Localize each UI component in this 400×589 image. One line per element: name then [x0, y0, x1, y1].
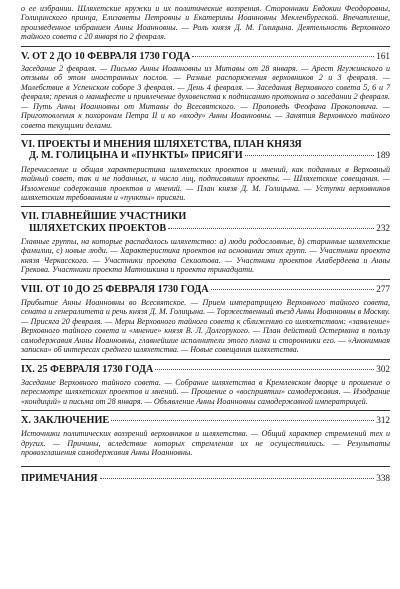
section-heading[interactable] [21, 284, 390, 295]
section-vii [21, 211, 390, 274]
section-heading[interactable] [21, 139, 390, 161]
page-number: 338 [376, 472, 390, 483]
leader-dots [100, 478, 375, 479]
leader-dots [111, 420, 374, 421]
table-of-contents [21, 4, 390, 484]
leader-dots [168, 228, 374, 229]
divider [21, 134, 390, 135]
section-summary: Перечисление и общая характеристика шляхетских проектов и мнений, как поданных в Верховный тайный совет, так и не поданных, и число лиц, подписавших проекты. — Шляхетские совещания. — Изложение содержания проектов и мнений. — План князя Д. М. Голицына. — Уступки верховников шляхетским требованиям и «пункты» присяги. [21, 164, 390, 202]
section-v [21, 51, 390, 130]
section-heading[interactable] [21, 473, 390, 484]
section-title: IX. 25 ФЕВРАЛЯ 1730 ГОДА [21, 363, 154, 375]
divider [21, 206, 390, 207]
page-number: 277 [376, 283, 390, 294]
divider [21, 46, 390, 47]
leader-dots [155, 369, 374, 370]
section-heading[interactable] [21, 211, 390, 233]
section-summary: Источники политических воззрений верховников и шляхетства. — Общий характер стремлений тех и других. — Причины, вследствие которых стремления их не осуществились. — Результаты провозглашения самодержавия Анны Иоанновны. [21, 429, 390, 458]
divider [21, 410, 390, 411]
section-summary: Главные группы, на которые распадалось шляхетство: а) люди родословные, b) старинные шляхетские фамилии, с) новые люди. — Характеристика проектов на основании этих групп. — Участники проекта князя Черкасского. — Участники проекта Секиотова. — Участники проектов Алабердеева и Анны Грекова. Участники проекта Матюшкина и проекта тринадцати. [21, 236, 390, 275]
section-heading[interactable] [21, 364, 390, 375]
leader-dots [211, 289, 375, 290]
section-viii [21, 284, 390, 355]
section-vi [21, 139, 390, 202]
page-number: 312 [376, 415, 390, 426]
page-number: 189 [376, 150, 390, 161]
section-title-line-1: VII. ГЛАВНЕЙШИЕ УЧАСТНИКИ [21, 211, 187, 223]
section-title: Д. М. ГОЛИЦЫНА И «ПУНКТЫ» ПРИСЯГИ [29, 150, 243, 162]
divider [21, 359, 390, 360]
divider [21, 466, 390, 467]
section-title: X. ЗАКЛЮЧЕНИЕ [21, 415, 110, 427]
section-title-line-1: VI. ПРОЕКТЫ И МНЕНИЯ ШЛЯХЕТСТВА, ПЛАН КНЯЗЯ [21, 139, 302, 151]
section-notes [21, 473, 390, 484]
leader-dots [192, 56, 374, 57]
page-number: 302 [376, 363, 390, 374]
section-continuation-summary: о ее избрании. Шляхетские кружки и их политические воззрения. Сторонники Евдокии Феодоровны, Голицинского принца, Елизаветы Петровны и Екатерины Иоанновны Мекленбургской. Впечатление, произведенное избранием Анны Иоанновны. — Роль князя Д. М. Голицына. Деятельность Верховного тайного совета с 20 января по 2 февраля. [21, 4, 390, 42]
leader-dots [245, 155, 375, 156]
section-title: ШЛЯХЕТСКИХ ПРОЕКТОВ [29, 222, 167, 234]
section-title: VIII. ОТ 10 ДО 25 ФЕВРАЛЯ 1730 ГОДА [21, 283, 209, 295]
page-number: 232 [376, 222, 390, 233]
section-summary: Заседание 2 февраля. — Письмо Анны Иоанновны из Митавы от 28 января. — Арест Ягужинского и отзывы об этом иностранных послов. — Разные распоряжения верховников 2 и 3 февраля. — Молебствие в Успенском соборе 3 февраля. — День 4 февраля. — Заседания Верховного совета 5, 6 и 7 февраля; прения о манифесте и привлечение духовенства к подписанию протокола о заседании 2 февраля. — Путь Анны Иоанновны от Митавы до Всесвятского. — Проповедь Феофана Прокоповича. — Приготовления к похоронам Петра II и ко «входу» Анны Иоанновны. — Занятия Верховного тайного совета текущими делами. [21, 64, 390, 130]
section-x [21, 415, 390, 458]
section-ix [21, 364, 390, 407]
section-heading[interactable] [21, 415, 390, 426]
section-title: V. ОТ 2 ДО 10 ФЕВРАЛЯ 1730 ГОДА [21, 50, 191, 62]
section-summary: Прибытие Анны Иоанновны во Всесвятское. — Прием императрицею Верховного тайного совета, сената и генералитета и речь князя Д. М. Голицына. — Торжественный въезд Анны Иоанновны в Москву. — Присяга 20 февраля. — Меры Верховного тайного совета к сближению со шляхетством: «заявление» Верховного тайного совета и «мнение» князя В. Л. Долгорукого. — План действий Остермана в пользу самодержавия Анны Иоанновны, главнейшие исполнители этого плана и сторонники его. — «Анонимная записка» об интересах среднего шляхетства. — Новые совещания шляхетства. [21, 297, 390, 355]
section-heading[interactable] [21, 51, 390, 62]
divider [21, 279, 390, 280]
section-summary: Заседание Верховного тайного совета. — Собрание шляхетства в Кремлевском дворце и прошение о пересмотре шляхетских проектов и мнений. — Прошение о «восприятии» самодержавия. — Изодрание «кондиций» и письма от 28 января. — Объявление Анны Иоанновны самодержавной императрицей. [21, 377, 390, 406]
section-title: ПРИМЕЧАНИЯ [21, 472, 98, 484]
page-number: 161 [376, 50, 390, 61]
